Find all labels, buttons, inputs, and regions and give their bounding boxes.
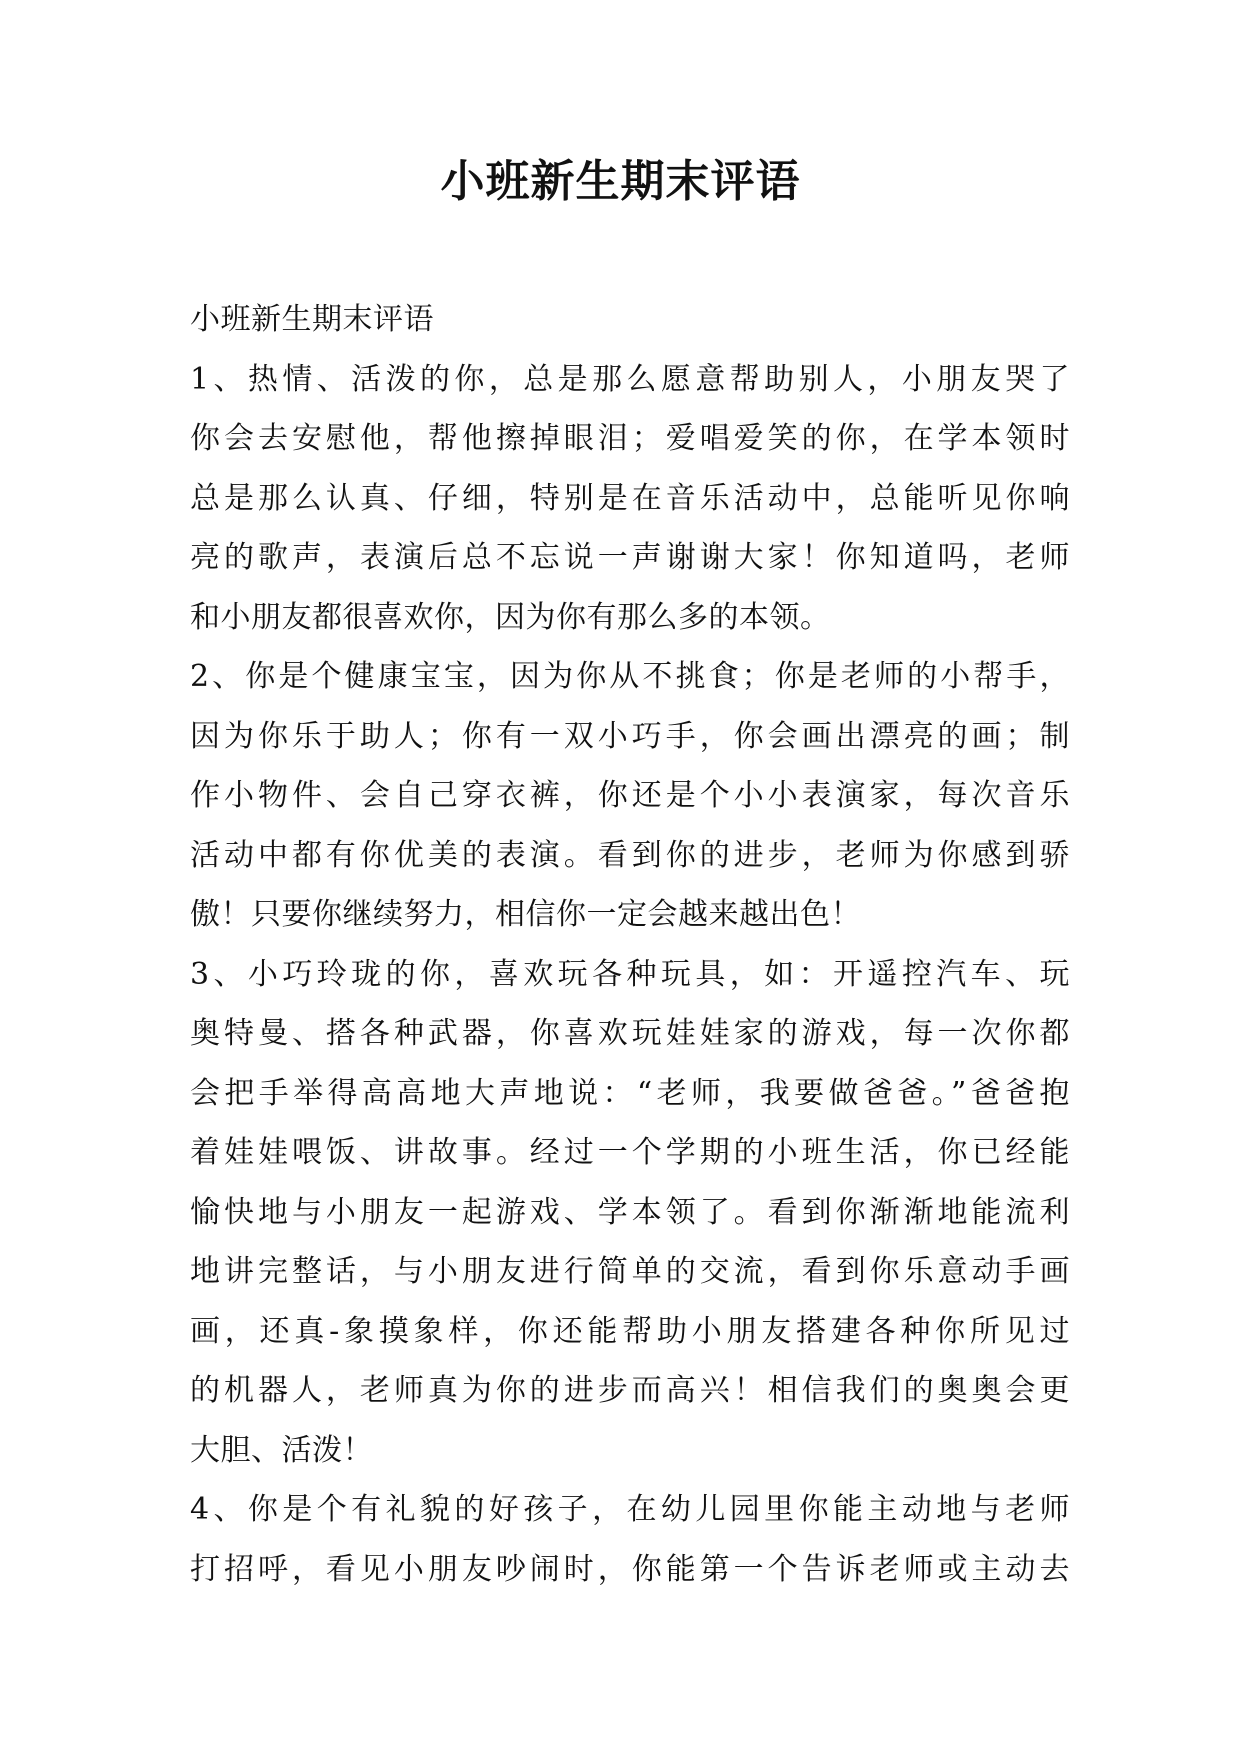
body-line: 地讲完整话，与小朋友进行简单的交流，看到你乐意动手画 bbox=[190, 1254, 1070, 1289]
body-line: 亮的歌声，表演后总不忘说一声谢谢大家！你知道吗，老师 bbox=[190, 540, 1070, 575]
body-line: 的机器人，老师真为你的进步而高兴！相信我们的奥奥会更 bbox=[190, 1373, 1070, 1408]
body-line: 愉快地与小朋友一起游戏、学本领了。看到你渐渐地能流利 bbox=[190, 1194, 1070, 1230]
body-line: 小班新生期末评语 bbox=[190, 302, 434, 337]
body-line: 傲！只要你继续努力，相信你一定会越来越出色！ bbox=[190, 897, 861, 932]
body-line: 你会去安慰他，帮他擦掉眼泪；爱唱爱笑的你，在学本领时 bbox=[190, 421, 1070, 456]
body-line: 和小朋友都很喜欢你，因为你有那么多的本领。 bbox=[190, 599, 831, 635]
body-line: 1、热情、活泼的你，总是那么愿意帮助别人，小朋友哭了 bbox=[190, 361, 1070, 397]
body-line: 会把手举得高高地大声地说：“老师，我要做爸爸。”爸爸抱 bbox=[190, 1075, 1070, 1111]
document-body bbox=[190, 290, 1070, 1599]
body-line: 奥特曼、搭各种武器，你喜欢玩娃娃家的游戏，每一次你都 bbox=[190, 1016, 1070, 1051]
document-title: 小班新生期末评语 bbox=[440, 156, 801, 207]
body-line: 因为你乐于助人；你有一双小巧手，你会画出漂亮的画；制 bbox=[190, 718, 1070, 754]
body-line: 画，还真-象摸象样，你还能帮助小朋友搭建各种你所见过 bbox=[190, 1313, 1070, 1349]
body-line: 2、你是个健康宝宝，因为你从不挑食；你是老师的小帮手， bbox=[190, 659, 1070, 694]
body-line: 4、你是个有礼貌的好孩子，在幼儿园里你能主动地与老师 bbox=[190, 1492, 1070, 1527]
body-line: 作小物件、会自己穿衣裤，你还是个小小表演家，每次音乐 bbox=[190, 778, 1070, 813]
body-line: 打招呼，看见小朋友吵闹时，你能第一个告诉老师或主动去 bbox=[190, 1551, 1070, 1587]
body-line: 3、小巧玲珑的你，喜欢玩各种玩具，如：开遥控汽车、玩 bbox=[190, 956, 1070, 992]
body-line: 着娃娃喂饭、讲故事。经过一个学期的小班生活，你已经能 bbox=[190, 1135, 1070, 1170]
body-line: 大胆、活泼！ bbox=[190, 1432, 373, 1468]
body-line: 活动中都有你优美的表演。看到你的进步，老师为你感到骄 bbox=[190, 837, 1070, 873]
body-line: 总是那么认真、仔细，特别是在音乐活动中，总能听见你响 bbox=[190, 480, 1070, 516]
